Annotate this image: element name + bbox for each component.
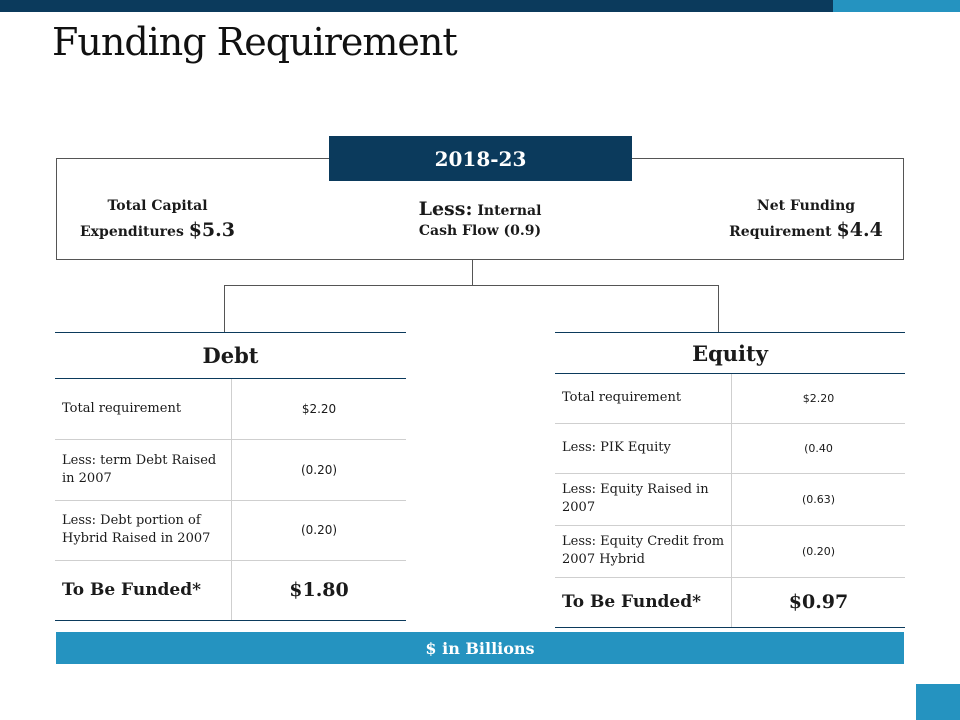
page-title: Funding Requirement [52, 20, 457, 64]
row-label: Total requirement [555, 374, 732, 423]
row-label: Less: term Debt Raised in 2007 [55, 439, 232, 500]
table-row [555, 473, 905, 525]
table-row [555, 374, 905, 423]
connector-horizontal [224, 285, 719, 286]
row-value: (0.20) [732, 525, 906, 577]
equity-table [555, 374, 905, 628]
net-funding-summary [720, 194, 892, 244]
row-value: $2.20 [232, 379, 407, 439]
debt-header: Debt [202, 343, 259, 368]
less-label-line2: Cash Flow (0.9) [418, 223, 542, 239]
table-row [555, 423, 905, 473]
total-row [555, 577, 905, 627]
total-label: To Be Funded* [55, 560, 232, 620]
table-row [55, 439, 406, 500]
row-value: (0.63) [732, 473, 906, 525]
capex-label-line1: Total Capital [107, 198, 208, 214]
row-label: Less: PIK Equity [555, 423, 732, 473]
connector-equity [718, 285, 719, 333]
row-label: Total requirement [55, 379, 232, 439]
total-value: $0.97 [732, 577, 906, 627]
row-label: Less: Equity Raised in 2007 [555, 473, 732, 525]
row-value: (0.40 [732, 423, 906, 473]
debt-header-row [55, 332, 406, 379]
total-row [55, 560, 406, 620]
row-value: (0.20) [232, 500, 407, 560]
equity-header: Equity [692, 340, 768, 366]
debt-panel [55, 332, 406, 621]
connector-stem [472, 260, 473, 286]
net-label-line2: Requirement [729, 224, 832, 240]
net-value: $4.4 [836, 219, 883, 241]
less-label-line1: Internal [477, 203, 542, 219]
row-value: (0.20) [232, 439, 407, 500]
total-label: To Be Funded* [555, 577, 732, 627]
capex-value: $5.3 [188, 219, 235, 241]
top-bar-accent [833, 0, 960, 12]
equity-panel [555, 332, 905, 628]
table-row [55, 379, 406, 439]
row-label: Less: Equity Credit from 2007 Hybrid [555, 525, 732, 577]
top-bar-dark [0, 0, 833, 12]
capex-label-line2: Expenditures [80, 224, 184, 240]
net-label-line1: Net Funding [756, 198, 856, 214]
internal-cash-flow-summary [395, 197, 565, 243]
total-value: $1.80 [232, 560, 407, 620]
equity-header-row [555, 332, 905, 374]
corner-accent [916, 684, 960, 720]
row-value: $2.20 [732, 374, 906, 423]
less-word: Less: [418, 198, 473, 220]
units-footer: $ in Billions [56, 632, 904, 664]
debt-table [55, 379, 406, 621]
row-label: Less: Debt portion of Hybrid Raised in 2007 [55, 500, 232, 560]
table-row [55, 500, 406, 560]
connector-debt [224, 285, 225, 333]
period-banner: 2018-23 [329, 136, 632, 181]
table-row [555, 525, 905, 577]
capex-summary [70, 194, 245, 244]
